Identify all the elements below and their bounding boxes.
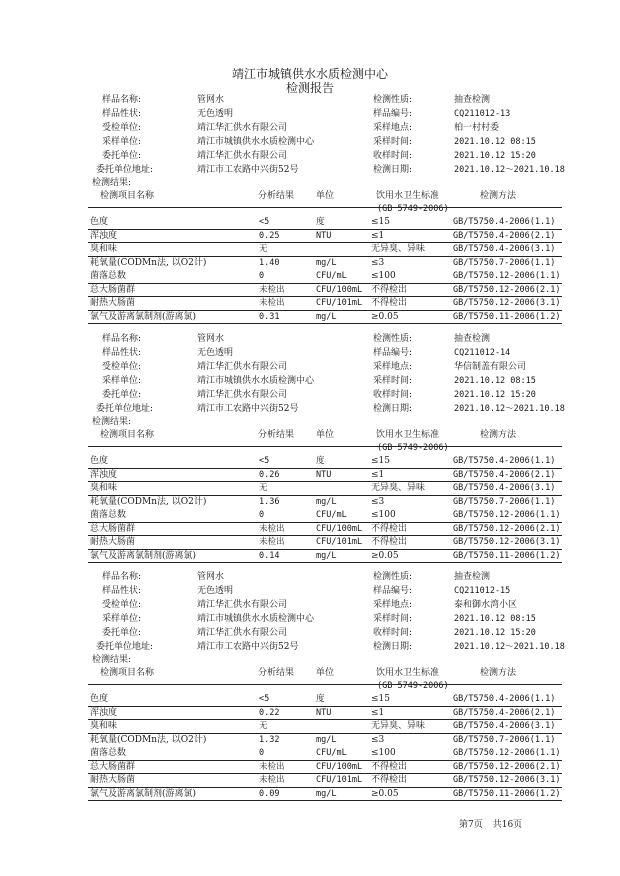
table-row-result: 0.09 (259, 788, 280, 799)
sample-property-value: 无色透明 (197, 586, 234, 596)
sampling-unit-value: 靖江市城镇供水水质检测中心 (197, 137, 315, 147)
column-standard-header: 饮用水卫生标准 (376, 668, 440, 678)
table-row-unit: CFU/101mL (316, 537, 363, 547)
test-date-value: 2021.10.12～2021.10.18 (454, 404, 565, 414)
sample-number-value: CQ211012-14 (454, 348, 511, 358)
sample-number-label: 样品编号: (373, 109, 413, 119)
test-date-label: 检测日期: (373, 642, 413, 652)
column-method-header: 检测方法 (480, 430, 517, 440)
test-nature-label: 检测性质: (373, 572, 413, 582)
row-rule (88, 481, 562, 482)
row-rule (88, 787, 562, 788)
table-row-method: GB/T5750.12-2006(3.1) (453, 537, 561, 547)
row-rule (88, 522, 562, 523)
table-row-result: 未检出 (259, 284, 285, 295)
table-row-item: 菌落总数 (90, 748, 127, 758)
table-row-item: 耐热大肠菌 (90, 775, 136, 785)
table-row-result: 0.25 (259, 230, 280, 241)
table-row-standard: 不得检出 (371, 298, 408, 308)
table-row-item: 耗氧量(CODMn法, 以O2计) (90, 496, 207, 507)
table-row-unit: CFU/101mL (316, 775, 363, 785)
table-row-item: 臭和味 (90, 244, 118, 254)
header-rule (88, 207, 562, 208)
table-row-item: 氯气及游离氯制剂(游离氯) (90, 788, 197, 799)
table-row-standard: ≤15 (371, 217, 390, 227)
sample-property-label: 样品性状: (102, 348, 142, 358)
table-row-standard: ≤100 (371, 748, 396, 758)
row-rule (88, 719, 562, 720)
test-nature-label: 检测性质: (373, 95, 413, 105)
column-result-header: 分析结果 (258, 430, 295, 440)
row-rule (88, 562, 562, 563)
table-row-item: 总大肠菌群 (90, 284, 136, 295)
row-rule (88, 773, 562, 774)
table-row-method: GB/T5750.12-2006(2.1) (453, 761, 561, 772)
column-standard-subheader: (GB 5749-2006) (377, 204, 449, 214)
sample-name-label: 样品名称: (102, 572, 142, 582)
table-row-method: GB/T5750.4-2006(2.1) (453, 230, 556, 241)
sample-name-value: 管网水 (197, 572, 225, 582)
sampling-time-label: 采样时间: (373, 137, 413, 147)
table-row-item: 色度 (90, 694, 109, 704)
table-row-result: 1.40 (259, 257, 280, 268)
table-row-unit: NTU (316, 469, 332, 480)
row-rule (88, 468, 562, 469)
row-rule (88, 495, 562, 496)
table-row-standard: 不得检出 (371, 761, 408, 772)
table-row-result: 0.31 (259, 311, 280, 322)
table-row-item: 浑浊度 (90, 469, 118, 480)
table-row-item: 臭和味 (90, 721, 118, 731)
sample-name-label: 样品名称: (102, 95, 142, 105)
table-row-method: GB/T5750.4-2006(2.1) (453, 469, 556, 480)
table-row-unit: CFU/mL (316, 748, 347, 758)
table-row-unit: mg/L (316, 788, 337, 799)
table-row-result: <5 (259, 217, 270, 227)
table-row-method: GB/T5750.7-2006(1.1) (453, 496, 556, 507)
row-rule (88, 229, 562, 230)
table-row-result: 1.36 (259, 496, 280, 507)
row-rule (88, 800, 562, 801)
table-row-result: 1.32 (259, 734, 280, 745)
table-row-result: 0 (259, 748, 265, 758)
row-rule (88, 296, 562, 297)
table-row-unit: mg/L (316, 734, 337, 745)
sampling-unit-label: 采样单位: (102, 376, 142, 386)
sampling-time-label: 采样时间: (373, 614, 413, 624)
table-row-result: 0.22 (259, 707, 280, 718)
table-row-standard: 不得检出 (371, 537, 408, 547)
column-method-header: 检测方法 (480, 668, 517, 678)
table-row-method: GB/T5750.12-2006(1.1) (453, 510, 561, 520)
table-row-standard: ≤3 (371, 257, 385, 268)
table-row-result: <5 (259, 694, 270, 704)
column-unit-header: 单位 (316, 668, 335, 678)
table-row-method: GB/T5750.4-2006(1.1) (453, 694, 556, 704)
sample-number-label: 样品编号: (373, 348, 413, 358)
table-row-item: 耐热大肠菌 (90, 298, 136, 308)
sample-number-value: CQ211012-13 (454, 109, 511, 119)
table-row-unit: NTU (316, 230, 332, 241)
doc-title: 检测报告 (285, 81, 334, 95)
column-method-header: 检测方法 (480, 191, 517, 201)
receiving-time-value: 2021.10.12 15:20 (454, 390, 536, 400)
client-address-label: 委托单位地址: (96, 642, 154, 652)
client-unit-value: 靖江华汇供水有限公司 (197, 390, 288, 400)
page-total: 共16页 (492, 820, 523, 830)
table-row-item: 浑浊度 (90, 230, 118, 241)
client-unit-value: 靖江华汇供水有限公司 (197, 151, 288, 161)
row-rule (88, 549, 562, 550)
table-row-result: 未检出 (259, 761, 285, 772)
table-row-result: 未检出 (259, 775, 285, 785)
sampling-time-value: 2021.10.12 08:15 (454, 614, 536, 624)
header-rule (88, 446, 562, 447)
table-row-unit: mg/L (316, 550, 337, 561)
row-rule (88, 256, 562, 257)
test-date-label: 检测日期: (373, 404, 413, 414)
sample-name-value: 管网水 (197, 95, 225, 105)
sampling-site-label: 采样地点: (373, 600, 413, 610)
page-number: 第7页 (459, 820, 483, 830)
row-rule (88, 535, 562, 536)
table-row-item: 总大肠菌群 (90, 761, 136, 772)
table-row-unit: mg/L (316, 311, 337, 322)
table-row-standard: ≤1 (371, 707, 385, 718)
test-nature-value: 抽查检测 (454, 334, 491, 344)
table-row-standard: ≤1 (371, 469, 385, 480)
client-address-value: 靖江市工农路中兴街52号 (197, 404, 299, 414)
client-address-label: 委托单位地址: (96, 165, 154, 175)
table-row-method: GB/T5750.7-2006(1.1) (453, 257, 556, 268)
table-row-method: GB/T5750.12-2006(3.1) (453, 298, 561, 308)
table-row-method: GB/T5750.4-2006(3.1) (453, 244, 556, 254)
table-row-item: 耐热大肠菌 (90, 537, 136, 547)
table-row-result: 无 (259, 483, 268, 493)
test-nature-value: 抽查检测 (454, 572, 491, 582)
table-row-standard: 无异臭、异味 (371, 244, 426, 254)
sampling-site-label: 采样地点: (373, 362, 413, 372)
table-row-method: GB/T5750.4-2006(2.1) (453, 707, 556, 718)
receiving-time-value: 2021.10.12 15:20 (454, 628, 536, 638)
table-row-result: <5 (259, 456, 270, 466)
table-row-method: GB/T5750.11-2006(1.2) (453, 788, 561, 799)
test-nature-value: 抽查检测 (454, 95, 491, 105)
table-row-standard: ≥0.05 (371, 788, 399, 799)
sampling-unit-label: 采样单位: (102, 137, 142, 147)
sampling-site-value: 华信制盖有限公司 (454, 362, 527, 372)
table-row-unit: CFU/100mL (316, 761, 363, 772)
header-rule (88, 684, 562, 685)
table-row-unit: CFU/101mL (316, 298, 363, 308)
sampling-site-value: 泰和御水湾小区 (454, 600, 518, 610)
receiving-time-label: 收样时间: (373, 390, 413, 400)
results-label: 检测结果: (92, 417, 132, 427)
table-row-method: GB/T5750.12-2006(2.1) (453, 284, 561, 295)
sampling-site-value: 柏一村村委 (454, 123, 500, 133)
table-row-method: GB/T5750.12-2006(2.1) (453, 523, 561, 534)
table-row-standard: ≤15 (371, 456, 390, 466)
table-row-standard: ≥0.05 (371, 311, 399, 322)
table-row-unit: 度 (316, 217, 325, 227)
table-row-result: 0 (259, 271, 265, 281)
inspected-unit-label: 受检单位: (102, 362, 142, 372)
column-item-header: 检测项目名称 (100, 191, 155, 201)
table-row-item: 菌落总数 (90, 510, 127, 520)
table-row-standard: ≤100 (371, 510, 396, 520)
table-row-method: GB/T5750.4-2006(1.1) (453, 217, 556, 227)
table-row-result: 未检出 (259, 537, 285, 547)
inspected-unit-value: 靖江华汇供水有限公司 (197, 123, 288, 133)
table-row-result: 无 (259, 244, 268, 254)
row-rule (88, 760, 562, 761)
sample-name-label: 样品名称: (102, 334, 142, 344)
row-rule (88, 706, 562, 707)
receiving-time-label: 收样时间: (373, 628, 413, 638)
table-row-unit: 度 (316, 694, 325, 704)
sample-name-value: 管网水 (197, 334, 225, 344)
table-row-method: GB/T5750.12-2006(1.1) (453, 271, 561, 281)
client-unit-label: 委托单位: (102, 628, 142, 638)
table-row-standard: ≥0.05 (371, 550, 399, 561)
table-row-unit: CFU/100mL (316, 284, 363, 295)
column-standard-header: 饮用水卫生标准 (376, 191, 440, 201)
table-row-standard: 无异臭、异味 (371, 483, 426, 493)
receiving-time-value: 2021.10.12 15:20 (454, 151, 536, 161)
sample-property-label: 样品性状: (102, 109, 142, 119)
client-address-value: 靖江市工农路中兴街52号 (197, 642, 299, 652)
table-row-method: GB/T5750.4-2006(1.1) (453, 456, 556, 466)
row-rule (88, 733, 562, 734)
inspected-unit-value: 靖江华汇供水有限公司 (197, 600, 288, 610)
table-row-unit: CFU/mL (316, 271, 347, 281)
table-row-item: 耗氧量(CODMn法, 以O2计) (90, 257, 207, 268)
table-row-standard: ≤100 (371, 271, 396, 281)
table-row-unit: mg/L (316, 257, 337, 268)
table-row-standard: ≤3 (371, 734, 385, 745)
table-row-method: GB/T5750.12-2006(3.1) (453, 775, 561, 785)
table-row-standard: ≤1 (371, 230, 385, 241)
results-label: 检测结果: (92, 655, 132, 665)
inspected-unit-label: 受检单位: (102, 600, 142, 610)
table-row-item: 色度 (90, 456, 109, 466)
results-label: 检测结果: (92, 178, 132, 188)
sampling-time-value: 2021.10.12 08:15 (454, 376, 536, 386)
table-row-unit: CFU/100mL (316, 523, 363, 534)
table-row-result: 0.26 (259, 469, 280, 480)
sampling-time-label: 采样时间: (373, 376, 413, 386)
column-item-header: 检测项目名称 (100, 668, 155, 678)
client-unit-value: 靖江华汇供水有限公司 (197, 628, 288, 638)
sampling-unit-value: 靖江市城镇供水水质检测中心 (197, 376, 315, 386)
column-unit-header: 单位 (316, 430, 335, 440)
row-rule (88, 323, 562, 324)
table-row-standard: ≤3 (371, 496, 385, 507)
table-row-item: 氯气及游离氯制剂(游离氯) (90, 311, 197, 322)
table-row-method: GB/T5750.11-2006(1.2) (453, 550, 561, 561)
inspected-unit-value: 靖江华汇供水有限公司 (197, 362, 288, 372)
row-rule (88, 310, 562, 311)
table-row-item: 臭和味 (90, 483, 118, 493)
table-row-item: 色度 (90, 217, 109, 227)
test-date-value: 2021.10.12～2021.10.18 (454, 642, 565, 652)
table-row-standard: 不得检出 (371, 775, 408, 785)
column-standard-header: 饮用水卫生标准 (376, 430, 440, 440)
table-row-result: 无 (259, 721, 268, 731)
inspected-unit-label: 受检单位: (102, 123, 142, 133)
table-row-standard: 无异臭、异味 (371, 721, 426, 731)
sample-property-value: 无色透明 (197, 109, 234, 119)
page-footer (459, 817, 532, 830)
sample-property-label: 样品性状: (102, 586, 142, 596)
sample-property-value: 无色透明 (197, 348, 234, 358)
table-row-result: 0.14 (259, 550, 280, 561)
table-row-standard: 不得检出 (371, 284, 408, 295)
client-address-value: 靖江市工农路中兴街52号 (197, 165, 299, 175)
row-rule (88, 242, 562, 243)
table-row-item: 浑浊度 (90, 707, 118, 718)
sampling-site-label: 采样地点: (373, 123, 413, 133)
row-rule (88, 283, 562, 284)
table-row-unit: mg/L (316, 496, 337, 507)
column-standard-subheader: (GB 5749-2006) (377, 443, 449, 453)
table-row-result: 0 (259, 510, 265, 520)
table-row-item: 氯气及游离氯制剂(游离氯) (90, 550, 197, 561)
table-row-unit: NTU (316, 707, 332, 718)
column-item-header: 检测项目名称 (100, 430, 155, 440)
column-result-header: 分析结果 (258, 668, 295, 678)
column-result-header: 分析结果 (258, 191, 295, 201)
sampling-unit-value: 靖江市城镇供水水质检测中心 (197, 614, 315, 624)
table-row-result: 未检出 (259, 298, 285, 308)
org-title: 靖江市城镇供水水质检测中心 (231, 67, 388, 81)
receiving-time-label: 收样时间: (373, 151, 413, 161)
table-row-method: GB/T5750.4-2006(3.1) (453, 721, 556, 731)
table-row-unit: 度 (316, 456, 325, 466)
sample-number-label: 样品编号: (373, 586, 413, 596)
table-row-item: 菌落总数 (90, 271, 127, 281)
test-date-value: 2021.10.12～2021.10.18 (454, 165, 565, 175)
table-row-standard: 不得检出 (371, 523, 408, 534)
test-nature-label: 检测性质: (373, 334, 413, 344)
test-date-label: 检测日期: (373, 165, 413, 175)
table-row-unit: CFU/mL (316, 510, 347, 520)
table-row-method: GB/T5750.4-2006(3.1) (453, 483, 556, 493)
table-row-method: GB/T5750.11-2006(1.2) (453, 311, 561, 322)
client-unit-label: 委托单位: (102, 151, 142, 161)
table-row-standard: ≤15 (371, 694, 390, 704)
sampling-time-value: 2021.10.12 08:15 (454, 137, 536, 147)
sample-number-value: CQ211012-15 (454, 586, 511, 596)
client-address-label: 委托单位地址: (96, 404, 154, 414)
table-row-method: GB/T5750.7-2006(1.1) (453, 734, 556, 745)
sampling-unit-label: 采样单位: (102, 614, 142, 624)
table-row-item: 总大肠菌群 (90, 523, 136, 534)
column-standard-subheader: (GB 5749-2006) (377, 681, 449, 691)
table-row-item: 耗氧量(CODMn法, 以O2计) (90, 734, 207, 745)
column-unit-header: 单位 (316, 191, 335, 201)
table-row-result: 未检出 (259, 523, 285, 534)
client-unit-label: 委托单位: (102, 390, 142, 400)
table-row-method: GB/T5750.12-2006(1.1) (453, 748, 561, 758)
